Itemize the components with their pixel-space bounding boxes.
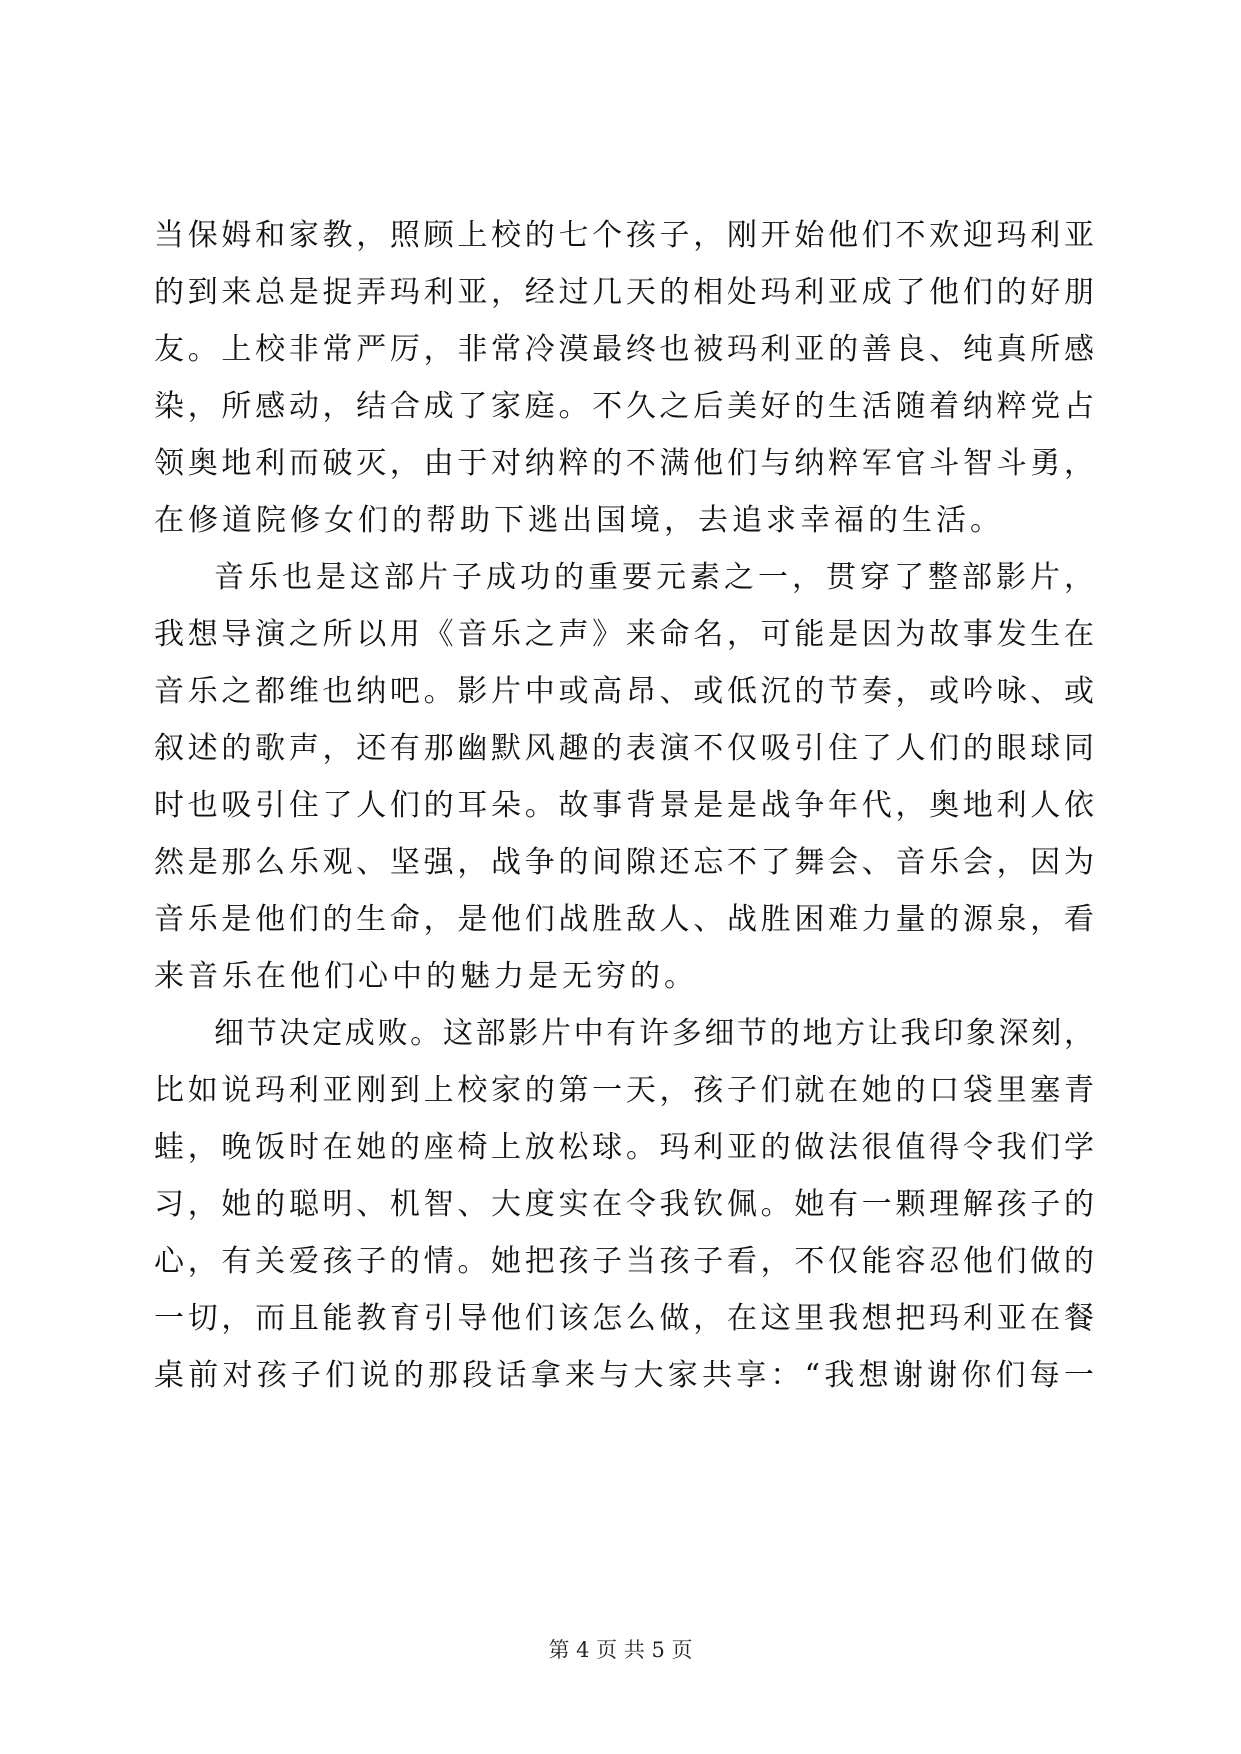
paragraph-1-line-2: 的到来总是捉弄玛利亚，经过几天的相处玛利亚成了他们的好朋 [154, 275, 1094, 310]
paragraph-3-line-6: 一切，而且能教育引导他们该怎么做，在这里我想把玛利亚在餐 [154, 1301, 1094, 1336]
paragraph-3-line-2: 比如说玛利亚刚到上校家的第一天，孩子们就在她的口袋里塞青 [154, 1073, 1094, 1108]
paragraph-2-line-1: 音乐也是这部片子成功的重要元素之一，贯穿了整部影片， [214, 560, 1094, 595]
paragraph-1-line-6: 在修道院修女们的帮助下逃出国境，去追求幸福的生活。 [154, 503, 1004, 538]
paragraph-2-line-3: 音乐之都维也纳吧。影片中或高昂、或低沉的节奏，或吟咏、或 [154, 674, 1094, 709]
paragraph-1-line-1: 当保姆和家教，照顾上校的七个孩子，刚开始他们不欢迎玛利亚 [154, 218, 1094, 253]
paragraph-2-line-2: 我想导演之所以用《音乐之声》来命名，可能是因为故事发生在 [154, 617, 1094, 652]
paragraph-2-line-6: 然是那么乐观、坚强，战争的间隙还忘不了舞会、音乐会，因为 [154, 845, 1094, 880]
paragraph-1-line-5: 领奥地利而破灭，由于对纳粹的不满他们与纳粹军官斗智斗勇， [154, 446, 1094, 481]
paragraph-1-line-3: 友。上校非常严厉，非常冷漠最终也被玛利亚的善良、纯真所感 [154, 332, 1094, 367]
paragraph-2-line-8: 来音乐在他们心中的魅力是无穷的。 [154, 959, 698, 994]
paragraph-3-line-1: 细节决定成败。这部影片中有许多细节的地方让我印象深刻， [214, 1016, 1094, 1051]
paragraph-1-line-4: 染，所感动，结合成了家庭。不久之后美好的生活随着纳粹党占 [154, 389, 1094, 424]
page-number: 第 4 页 共 5 页 [548, 1638, 693, 1662]
paragraph-3-line-3: 蛙，晚饭时在她的座椅上放松球。玛利亚的做法很值得令我们学 [154, 1130, 1094, 1165]
paragraph-2-line-4: 叙述的歌声，还有那幽默风趣的表演不仅吸引住了人们的眼球同 [154, 731, 1094, 766]
paragraph-2-line-7: 音乐是他们的生命，是他们战胜敌人、战胜困难力量的源泉，看 [154, 902, 1094, 937]
paragraph-2-line-5: 时也吸引住了人们的耳朵。故事背景是是战争年代，奥地利人依 [154, 788, 1094, 823]
page-footer [0, 1637, 1241, 1663]
paragraph-3-line-5: 心，有关爱孩子的情。她把孩子当孩子看，不仅能容忍他们做的 [154, 1244, 1094, 1279]
paragraph-3-line-4: 习，她的聪明、机智、大度实在令我钦佩。她有一颗理解孩子的 [154, 1187, 1094, 1222]
paragraph-3-line-7: 桌前对孩子们说的那段话拿来与大家共享：“我想谢谢你们每一 [154, 1358, 1094, 1393]
